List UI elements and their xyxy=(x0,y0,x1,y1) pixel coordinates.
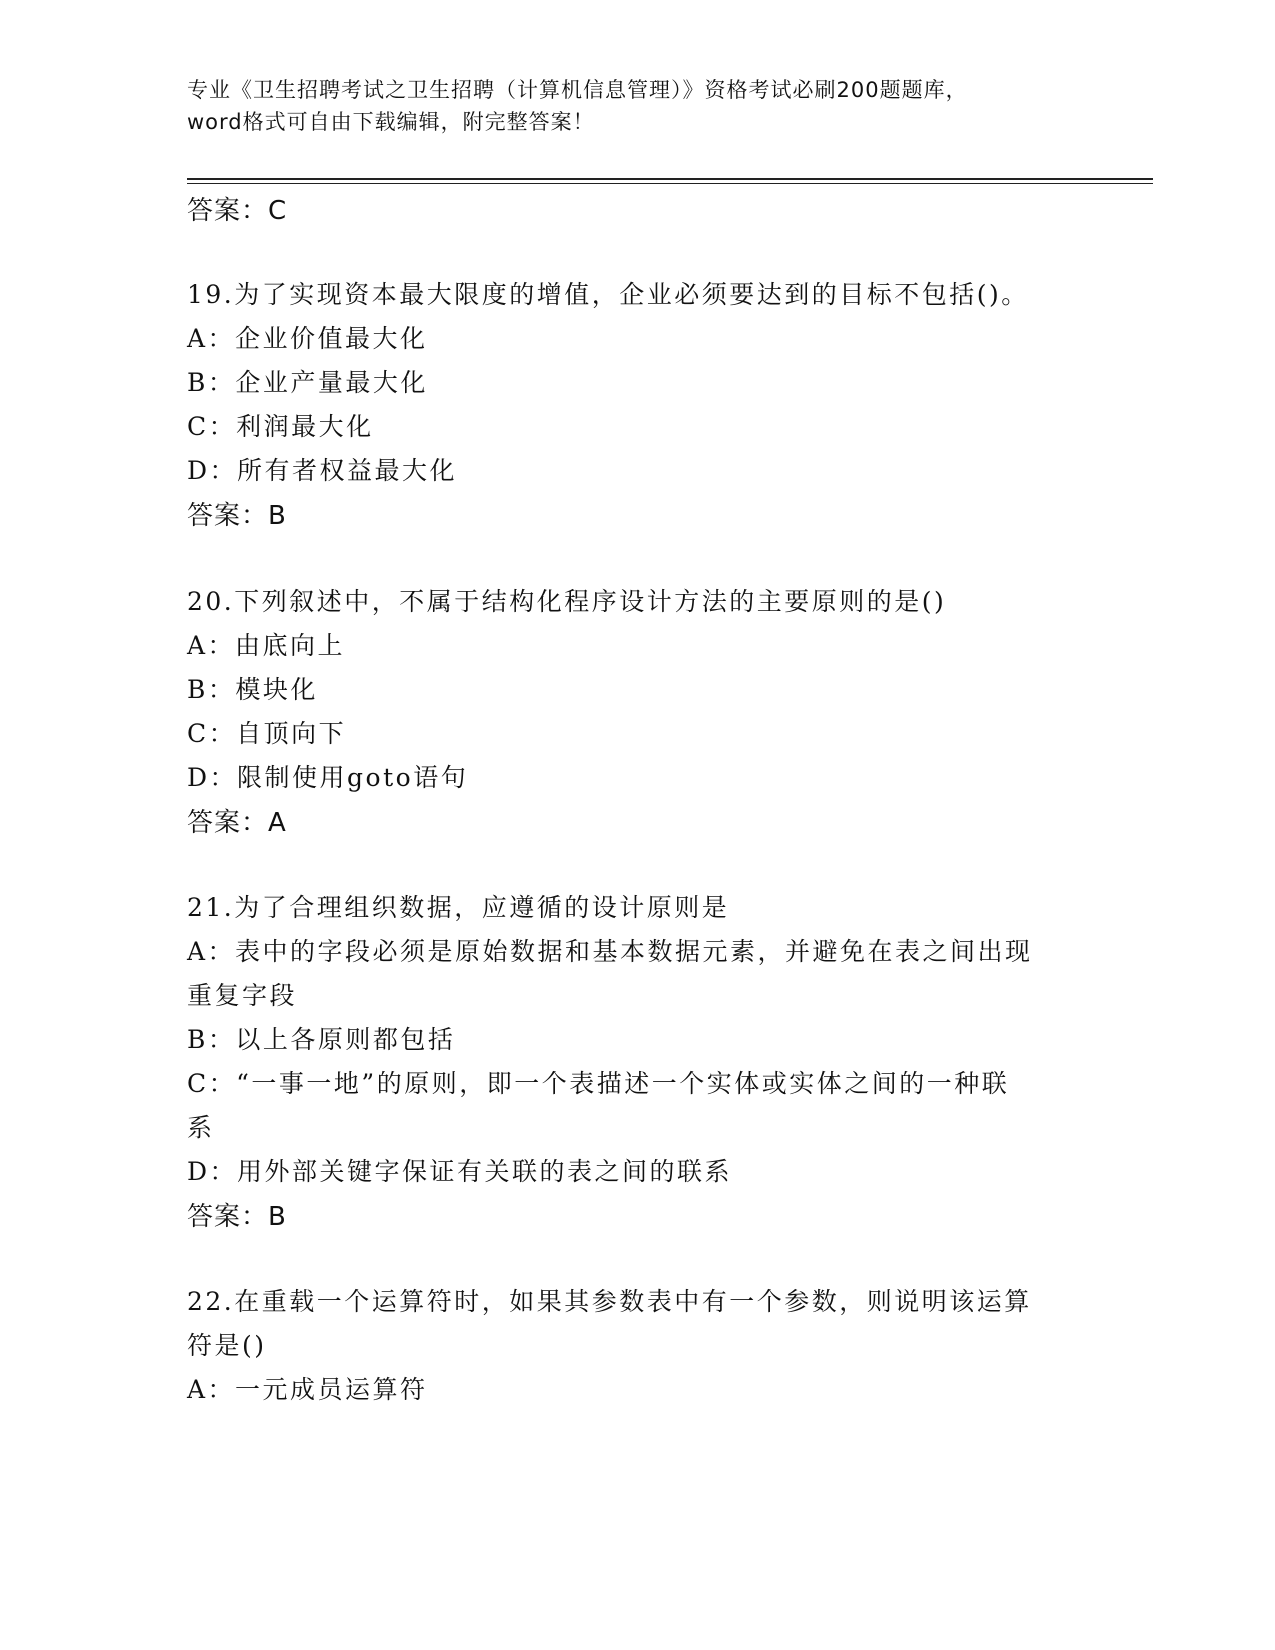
header-line-1: 专业《卫生招聘考试之卫生招聘（计算机信息管理）》资格考试必刷200题题库， xyxy=(187,78,968,102)
header-rule-thin xyxy=(187,183,1153,184)
q21-option-a-line-1: A：表中的字段必须是原始数据和基本数据元素，并避免在表之间出现 xyxy=(187,937,1033,966)
q21-option-a-line-2: 重复字段 xyxy=(187,981,298,1010)
question-19: 19.为了实现资本最大限度的增值，企业必须要达到的目标不包括()。 xyxy=(187,280,1029,309)
q20-answer: 答案：A xyxy=(187,808,287,838)
answer-previous: 答案：C xyxy=(187,196,288,226)
q21-option-c-line-2: 系 xyxy=(187,1113,215,1142)
q19-answer: 答案：B xyxy=(187,501,287,531)
q20-option-b: B：模块化 xyxy=(187,675,318,704)
question-22-line-1: 22.在重载一个运算符时，如果其参数表中有一个参数，则说明该运算 xyxy=(187,1287,1032,1316)
q22-option-a: A：一元成员运算符 xyxy=(187,1375,428,1404)
q21-option-d: D：用外部关键字保证有关联的表之间的联系 xyxy=(187,1157,733,1186)
q20-option-c: C：自顶向下 xyxy=(187,719,347,748)
header-line-2: word格式可自由下载编辑，附完整答案！ xyxy=(187,110,595,134)
q21-answer: 答案：B xyxy=(187,1202,287,1232)
header-rule-thick xyxy=(187,178,1153,180)
q19-option-c: C：利润最大化 xyxy=(187,412,374,441)
question-20: 20.下列叙述中，不属于结构化程序设计方法的主要原则的是() xyxy=(187,587,947,616)
q19-option-b: B：企业产量最大化 xyxy=(187,368,428,397)
q20-option-d: D：限制使用goto语句 xyxy=(187,763,469,792)
q21-option-c-line-1: C：“一事一地”的原则，即一个表描述一个实体或实体之间的一种联 xyxy=(187,1069,1010,1098)
q19-option-a: A：企业价值最大化 xyxy=(187,324,428,353)
document-header xyxy=(187,74,1087,138)
q20-option-a: A：由底向上 xyxy=(187,631,346,660)
q21-option-b: B：以上各原则都包括 xyxy=(187,1025,456,1054)
question-22-line-2: 符是() xyxy=(187,1331,267,1360)
q19-option-d: D：所有者权益最大化 xyxy=(187,456,458,485)
question-21: 21.为了合理组织数据，应遵循的设计原则是 xyxy=(187,893,730,922)
